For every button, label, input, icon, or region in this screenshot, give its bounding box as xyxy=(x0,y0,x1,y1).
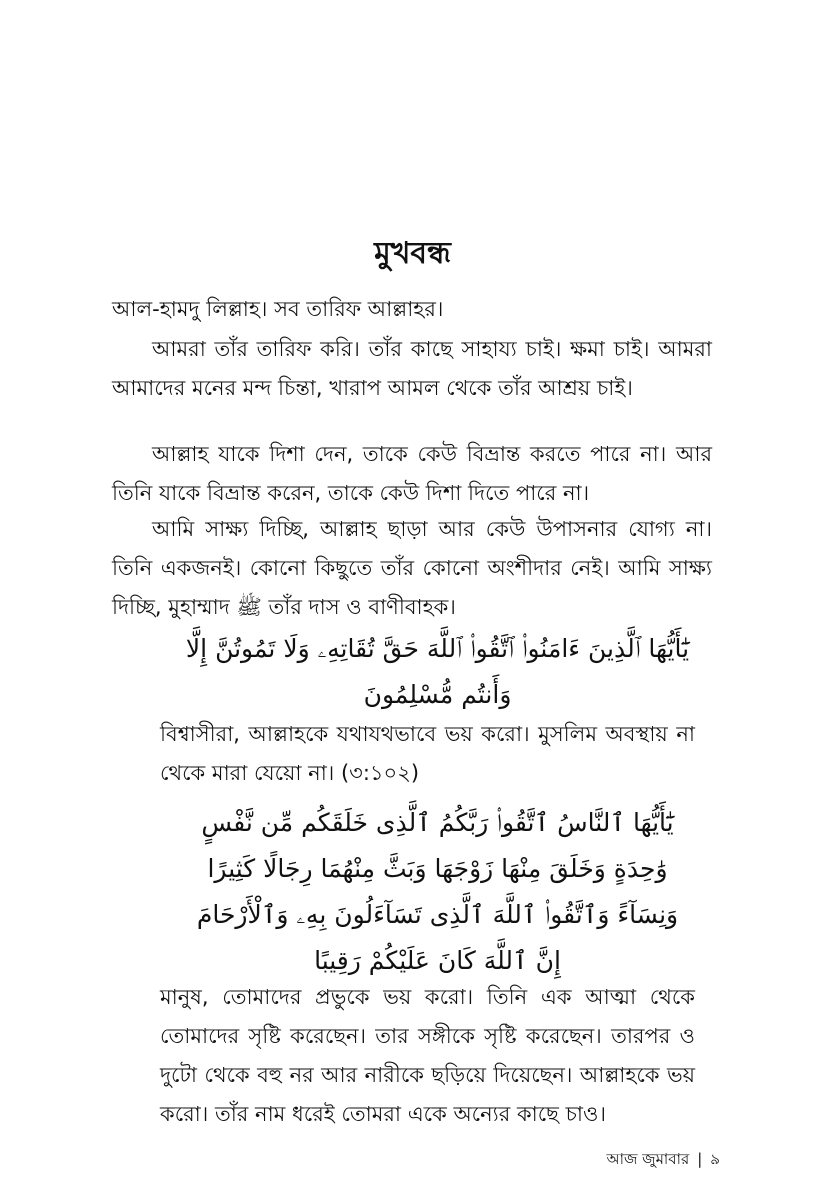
running-title: আজ জুমাবার xyxy=(606,1150,690,1168)
verse-translation: বিশ্বাসীরা, আল্লাহকে যথাযথভাবে ভয় করো। মুসলিম অবস্থায় না থেকে মারা যেয়ো না। (৩:১০২) xyxy=(160,722,695,785)
page-number: ৯ xyxy=(710,1150,720,1168)
paragraph: আমি সাক্ষ্য দিচ্ছি, আল্লাহ ছাড়া আর কেউ উপাসনার যোগ্য না। তিনি একজনই। কোনো কিছুতে তাঁর কোনো অংশীদার নেই। আমি সাক্ষ্য দিচ্ছি, মুহাম্মাদ ﷺ তাঁর দাস ও বাণীবাহক। xyxy=(112,517,712,619)
arabic-verse: يَٰٓأَيُّهَا ٱلَّذِينَ ءَامَنُوا۟ ٱتَّقُوا۟ ٱللَّهَ حَقَّ تُقَاتِهِۦ وَلَا تَمُوتُنَّ إِلَّا وَأَنتُم مُّسْلِمُونَ xyxy=(185,634,690,709)
paragraph: আমরা তাঁর তারিফ করি। তাঁর কাছে সাহায্য চাই। ক্ষমা চাই। আমরা আমাদের মনের মন্দ চিন্তা, খারাপ আমল থেকে তাঁর আশ্রয় চাই। xyxy=(112,337,712,400)
arabic-verse: يَٰٓأَيُّهَا ٱلنَّاسُ ٱتَّقُوا۟ رَبَّكُمُ ٱلَّذِى خَلَقَكُم مِّن نَّفْسٍ وَٰحِدَةٍ وَخَلَقَ مِنْهَا زَوْجَهَا وَبَثَّ مِنْهُمَا رِجَالًا كَثِيرًا وَنِسَآءً وَٱتَّقُوا۟ ٱللَّهَ ٱلَّذِى تَسَآءَلُونَ بِهِۦ وَٱلْأَرْحَامَ إِنَّ ٱللَّهَ كَانَ عَلَيْكُمْ رَقِيبًا xyxy=(196,808,679,975)
page-title: মুখবন্ধ xyxy=(374,236,451,271)
verse-translation: মানুষ, তোমাদের প্রভুকে ভয় করো। তিনি এক আত্মা থেকে তোমাদের সৃষ্টি করেছেন। তার সঙ্গীকে সৃষ্টি করেছেন। তারপর ও দুটো থেকে বহু নর আর নারীকে ছড়িয়ে দিয়েছেন। আল্লাহকে ভয় করো। তাঁর নাম ধরেই তোমরা একে অন্যের কাছে চাও। xyxy=(160,985,695,1126)
paragraph: আল-হামদু লিল্লাহ। সব তারিফ আল্লাহর। xyxy=(112,297,444,321)
footer-separator: | xyxy=(697,1150,703,1168)
paragraph: আল্লাহ যাকে দিশা দেন, তাকে কেউ বিভ্রান্ত করতে পারে না। আর তিনি যাকে বিভ্রান্ত করেন, তাকে কেউ দিশা দিতে পারে না। xyxy=(112,442,712,505)
page-footer xyxy=(560,1148,720,1170)
